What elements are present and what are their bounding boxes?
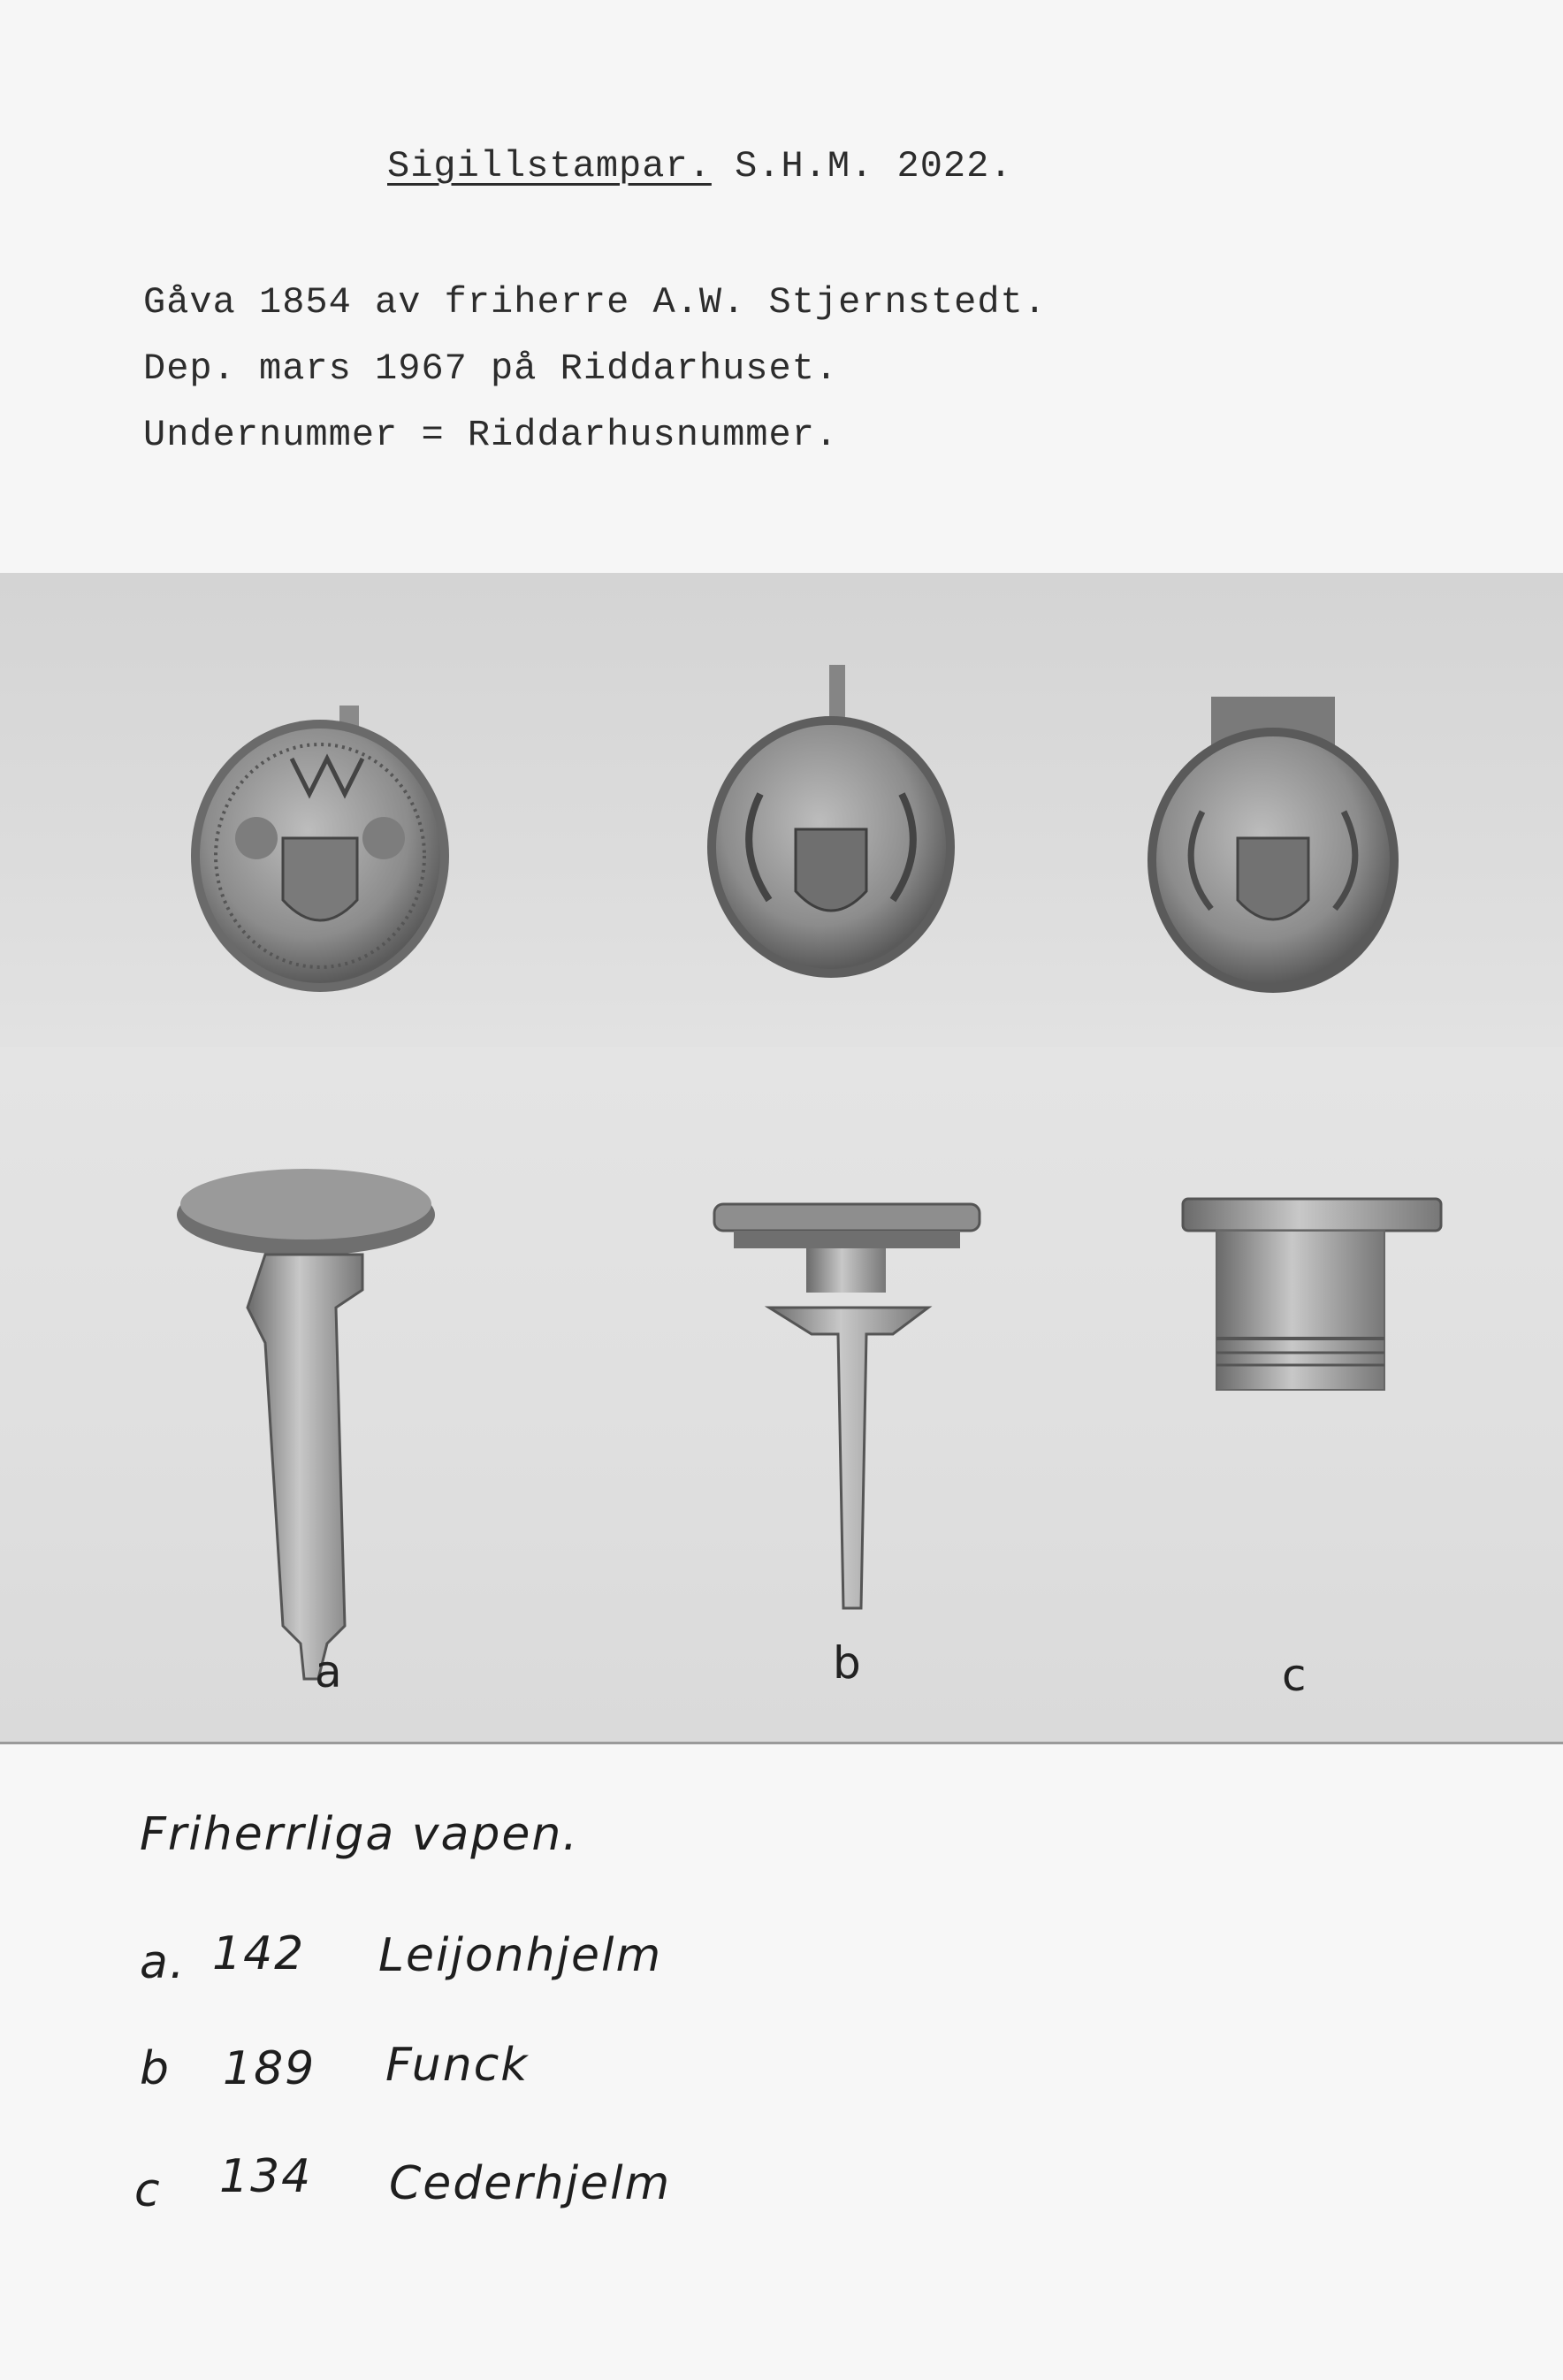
row-c-number: 134: [219, 2150, 313, 2203]
seal-profiles-image: [0, 1047, 1563, 1742]
seal-b-face: [707, 665, 955, 978]
photo-label-a: a: [315, 1646, 342, 1697]
seal-c-face: [1147, 697, 1399, 993]
seal-b-profile: [714, 1204, 980, 1608]
seal-faces-image: [0, 573, 1563, 1047]
photo-label-c: c: [1282, 1650, 1307, 1701]
provenance-line: Gåva 1854 av friherre A.W. Stjernstedt.: [143, 281, 1047, 324]
row-a-number: 142: [212, 1927, 306, 1980]
row-a-name: Leijonhjelm: [378, 1929, 663, 1982]
title-underlined: Sigillstampar.: [387, 145, 712, 187]
row-b-name: Funck: [385, 2039, 530, 2092]
photo-seal-faces: [0, 573, 1563, 1047]
card-title: [387, 145, 1013, 187]
catalog-number: S.H.M. 2022.: [735, 145, 1013, 187]
subnumber-line: Undernummer = Riddarhusnummer.: [143, 414, 839, 456]
notes-title: Friherrliga vapen.: [140, 1808, 579, 1861]
seal-a-profile: [177, 1169, 435, 1679]
row-a-letter: a.: [140, 1936, 187, 1989]
row-c-name: Cederhjelm: [389, 2157, 672, 2210]
photo-seal-profiles: [0, 1047, 1563, 1744]
row-b-letter: b: [140, 2042, 172, 2095]
seal-a-face: [191, 706, 449, 992]
photo-label-b: b: [833, 1637, 861, 1689]
row-b-number: 189: [223, 2042, 316, 2095]
seal-c-profile: [1183, 1199, 1441, 1390]
row-c-letter: c: [134, 2164, 162, 2217]
typed-card: [0, 0, 1563, 573]
deposit-line: Dep. mars 1967 på Riddarhuset.: [143, 347, 839, 390]
